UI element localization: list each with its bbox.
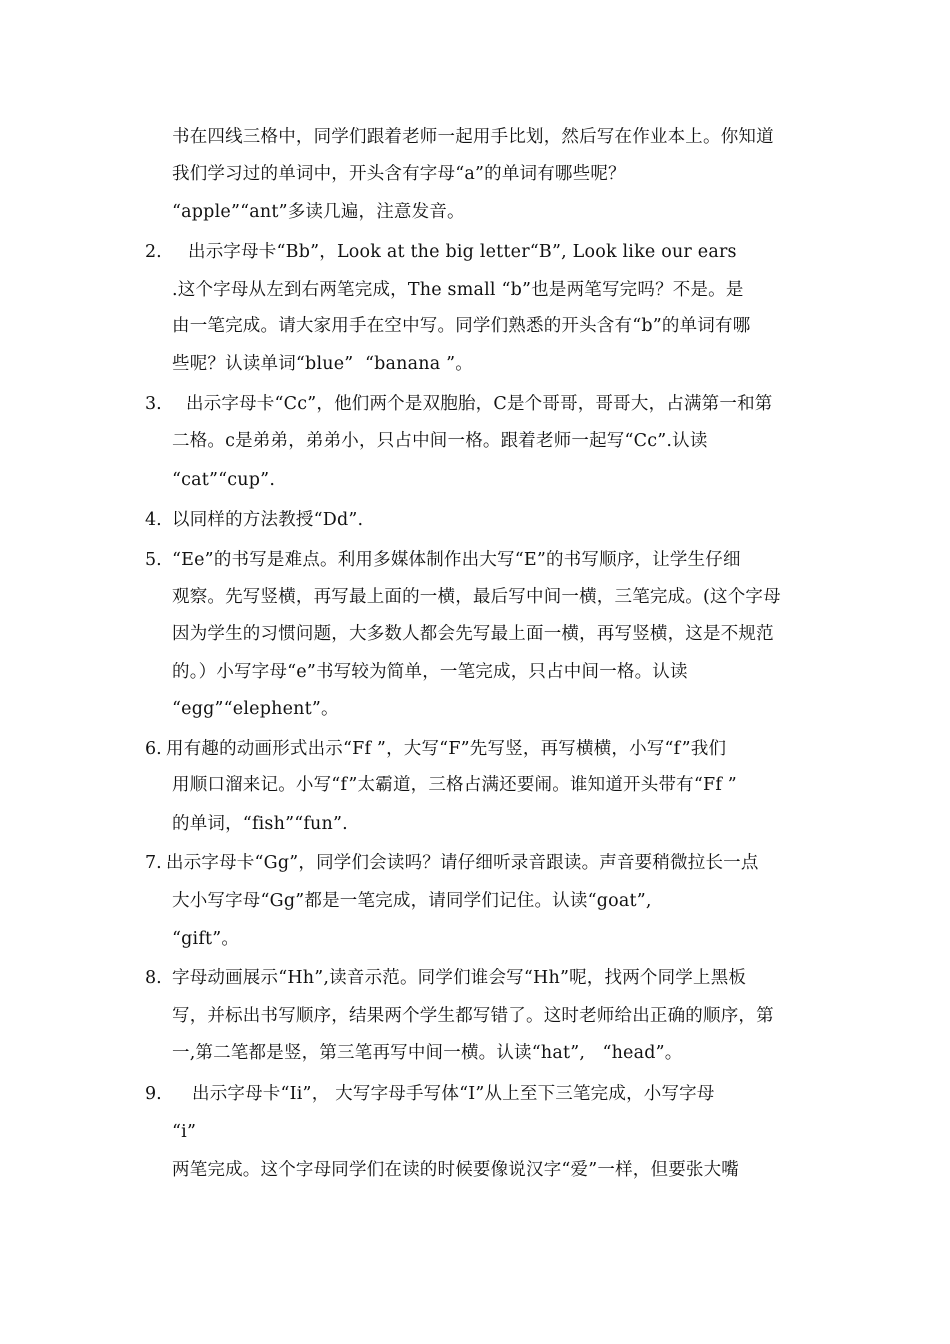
body-text-line: 二格。c是弟弟，弟弟小，只占中间一格。跟着老师一起写“Cc”.认读: [172, 431, 708, 451]
body-text-line: 大小写字母“Gg”都是一笔完成，请同学们记住。认读“goat”,: [172, 891, 652, 911]
step-number: 4.: [145, 510, 162, 530]
body-text-line: 因为学生的习惯问题，大多数人都会先写最上面一横，再写竖横，这是不规范: [172, 624, 774, 644]
body-text-line: 由一笔完成。请大家用手在空中写。同学们熟悉的开头含有“b”的单词有哪: [172, 316, 751, 336]
body-text-line: “cat”“cup”.: [172, 470, 276, 490]
body-text-line: “Ee”的书写是难点。利用多媒体制作出大写“E”的书写顺序，让学生仔细: [172, 550, 741, 570]
step-number: 9.: [145, 1084, 162, 1104]
body-text-line: 的。）小写字母“e”书写较为简单，一笔完成，只占中间一格。认读: [172, 662, 688, 682]
body-text-line: 写，并标出书写顺序，结果两个学生都写错了。这时老师给出正确的顺序，第: [172, 1006, 774, 1026]
body-text-line: 一,第二笔都是竖，第三笔再写中间一横。认读“hat”, “head”。: [172, 1043, 683, 1063]
body-text-line: 书在四线三格中，同学们跟着老师一起用手比划，然后写在作业本上。你知道: [172, 127, 774, 147]
body-text-line: 出示字母卡“Bb”，Look at the big letter“B”, Look like our ears: [188, 242, 737, 262]
step-number: 8.: [145, 968, 162, 988]
step-number: 3.: [145, 394, 162, 414]
body-text-line: 些呢？认读单词“blue” “banana ”。: [172, 354, 473, 374]
body-text-line: .这个字母从左到右两笔完成，The small “b”也是两笔写完吗？不是。是: [172, 280, 744, 300]
body-text-line: “gift”。: [172, 929, 240, 949]
body-text-line: 出示字母卡“Gg”，同学们会读吗？请仔细听录音跟读。声音要稍微拉长一点: [166, 853, 759, 873]
body-text-line: 两笔完成。这个字母同学们在读的时候要像说汉字“爱”一样，但要张大嘴: [172, 1160, 739, 1180]
body-text-line: 出示字母卡“Cc”，他们两个是双胞胎，C是个哥哥，哥哥大，占满第一和第: [186, 394, 773, 414]
body-text-line: 以同样的方法教授“Dd”.: [172, 510, 364, 530]
body-text-line: 的单词，“fish”“fun”.: [172, 814, 348, 834]
body-text-line: “egg”“elephent”。: [172, 699, 339, 719]
body-text-line: 用有趣的动画形式出示“Ff ”，大写“F”先写竖，再写横横，小写“f”我们: [166, 739, 727, 759]
step-number: 7.: [145, 853, 162, 873]
body-text-line: 我们学习过的单词中，开头含有字母“a”的单词有哪些呢？: [172, 164, 626, 184]
body-text-line: “i”: [172, 1122, 197, 1142]
step-number: 6.: [145, 739, 162, 759]
step-number: 2.: [145, 242, 162, 262]
body-text-line: 字母动画展示“Hh”,读音示范。同学们谁会写“Hh”呢，找两个同学上黑板: [172, 968, 747, 988]
body-text-line: “apple”“ant”多读几遍，注意发音。: [172, 202, 465, 222]
body-text-line: 用顺口溜来记。小写“f”太霸道，三格占满还要闹。谁知道开头带有“Ff ”: [172, 775, 737, 795]
body-text-line: 观察。先写竖横，再写最上面的一横，最后写中间一横，三笔完成。(这个字母: [172, 587, 781, 607]
step-number: 5.: [145, 550, 162, 570]
body-text-line: 出示字母卡“Ii”， 大写字母手写体“I”从上至下三笔完成，小写字母: [192, 1084, 715, 1104]
